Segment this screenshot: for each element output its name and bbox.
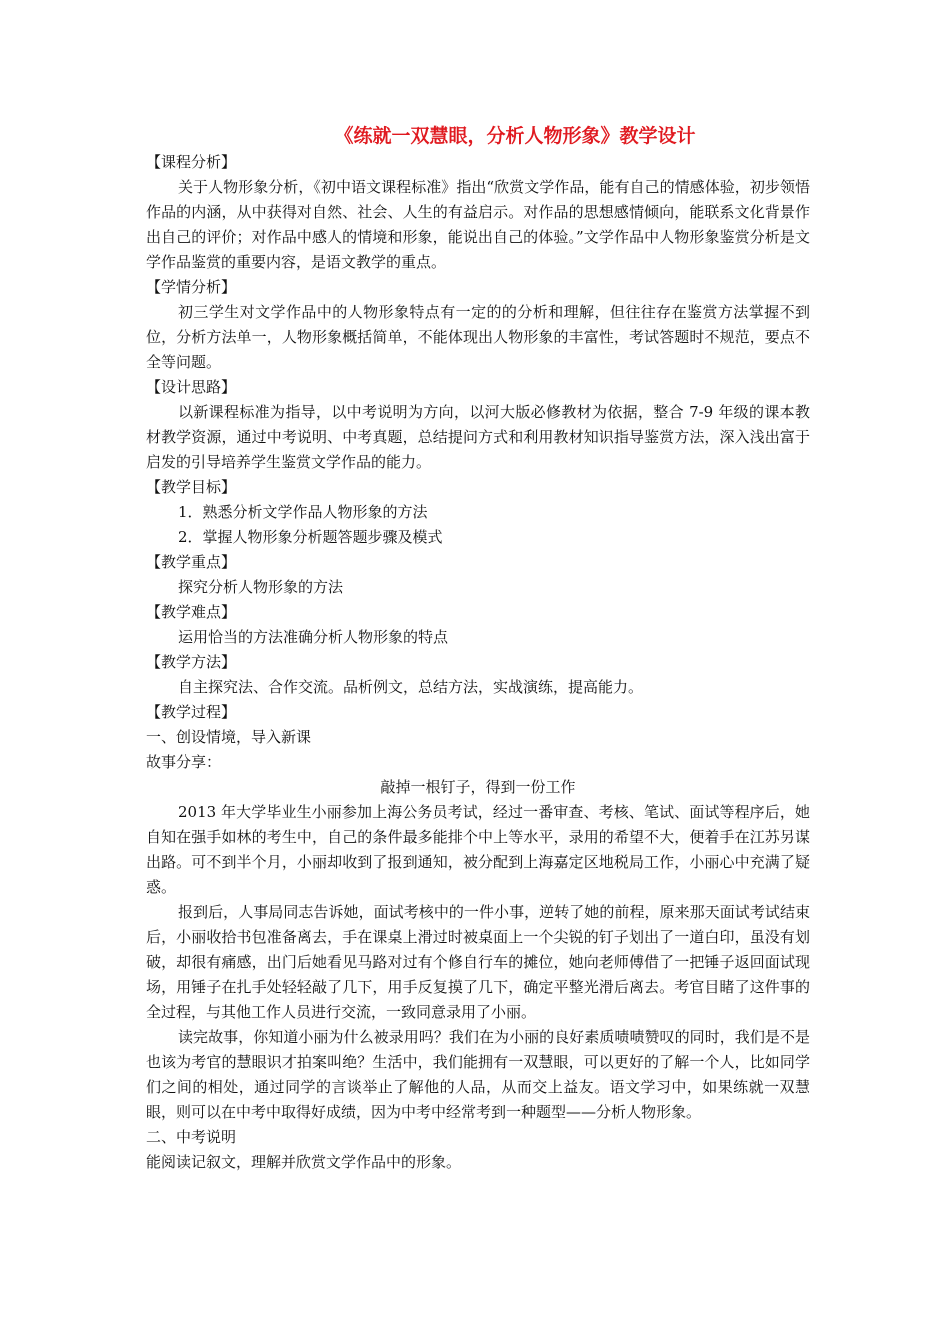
- story-title: 敲掉一根钉子，得到一份工作: [380, 778, 576, 796]
- heading-process: 【教学过程】: [146, 703, 237, 721]
- process-step-1: 一、创设情境，导入新课: [146, 728, 312, 746]
- story-label: 故事分享：: [146, 753, 222, 771]
- heading-method: 【教学方法】: [146, 653, 237, 671]
- paragraph-design: 以新课程标准为指导，以中考说明为方向，以河大版必修教材为依据，整合 7-9 年级的课本教材教学资源，通过中考说明、中考真题，总结提问方式和利用教材知识指导鉴赏方法，深入浅出富于启发的引导培养学生鉴赏文学作品的能力。: [146, 403, 810, 471]
- difficulty-text: 运用恰当的方法准确分析人物形象的特点: [178, 628, 449, 646]
- heading-design: 【设计思路】: [146, 378, 237, 396]
- story-paragraph-3: 读完故事，你知道小丽为什么被录用吗？我们在为小丽的良好素质啧啧赞叹的同时，我们是不是也该为考官的慧眼识才拍案叫绝？生活中，我们能拥有一双慧眼，可以更好的了解一个人，比如同学们之间的相处，通过同学的言谈举止了解他的人品，从而交上益友。语文学习中，如果练就一双慧眼，则可以在中考中取得好成绩，因为中考中经常考到一种题型——分析人物形象。: [146, 1028, 810, 1121]
- story-paragraph-2: 报到后，人事局同志告诉她，面试考核中的一件小事，逆转了她的前程，原来那天面试考试结束后，小丽收拾书包准备离去，手在课桌上滑过时被桌面上一个尖锐的钉子划出了一道白印，虽没有划破，却很有痛感，出门后她看见马路对过有个修自行车的摊位，她向老师傅借了一把锤子返回面试现场，用锤子在扎手处轻轻敲了几下，用手反复摸了几下，确定平整光滑后离去。考官目睹了这件事的全过程，与其他工作人员进行交流，一致同意录用了小丽。: [146, 903, 810, 1021]
- story-paragraph-1: 2013 年大学毕业生小丽参加上海公务员考试，经过一番审查、考核、笔试、面试等程序后，她自知在强手如林的考生中，自己的条件最多能排个中上等水平，录用的希望不大，便着手在江苏另谋出路。可不到半个月，小丽却收到了报到通知，被分配到上海嘉定区地税局工作，小丽心中充满了疑惑。: [146, 803, 810, 896]
- process-step-2-text: 能阅读记叙文，理解并欣赏文学作品中的形象。: [146, 1153, 462, 1171]
- document-page: [146, 122, 810, 1175]
- heading-student-analysis: 【学情分析】: [146, 278, 237, 296]
- goal-item-1: 1．熟悉分析文学作品人物形象的方法: [178, 503, 428, 521]
- heading-course-analysis: 【课程分析】: [146, 153, 237, 171]
- heading-key-point: 【教学重点】: [146, 553, 237, 571]
- method-text: 自主探究法、合作交流。品析例文，总结方法，实战演练，提高能力。: [178, 678, 644, 696]
- paragraph-course-analysis: 关于人物形象分析，《初中语文课程标准》指出“欣赏文学作品，能有自己的情感体验，初步领悟作品的内涵，从中获得对自然、社会、人生的有益启示。对作品的思想感情倾向，能联系文化背景作出自己的评价；对作品中感人的情境和形象，能说出自己的体验。”文学作品中人物形象鉴赏分析是文学作品鉴赏的重要内容，是语文教学的重点。: [146, 178, 810, 271]
- heading-difficulty: 【教学难点】: [146, 603, 237, 621]
- key-point-text: 探究分析人物形象的方法: [178, 578, 344, 596]
- heading-goals: 【教学目标】: [146, 478, 237, 496]
- document-title: 《练就一双慧眼，分析人物形象》教学设计: [334, 125, 696, 147]
- goal-item-2: 2．掌握人物形象分析题答题步骤及模式: [178, 528, 443, 546]
- paragraph-student-analysis: 初三学生对文学作品中的人物形象特点有一定的的分析和理解，但往往存在鉴赏方法掌握不到位，分析方法单一，人物形象概括简单，不能体现出人物形象的丰富性，考试答题时不规范，要点不全等问题。: [146, 303, 810, 371]
- process-step-2: 二、中考说明: [146, 1128, 237, 1146]
